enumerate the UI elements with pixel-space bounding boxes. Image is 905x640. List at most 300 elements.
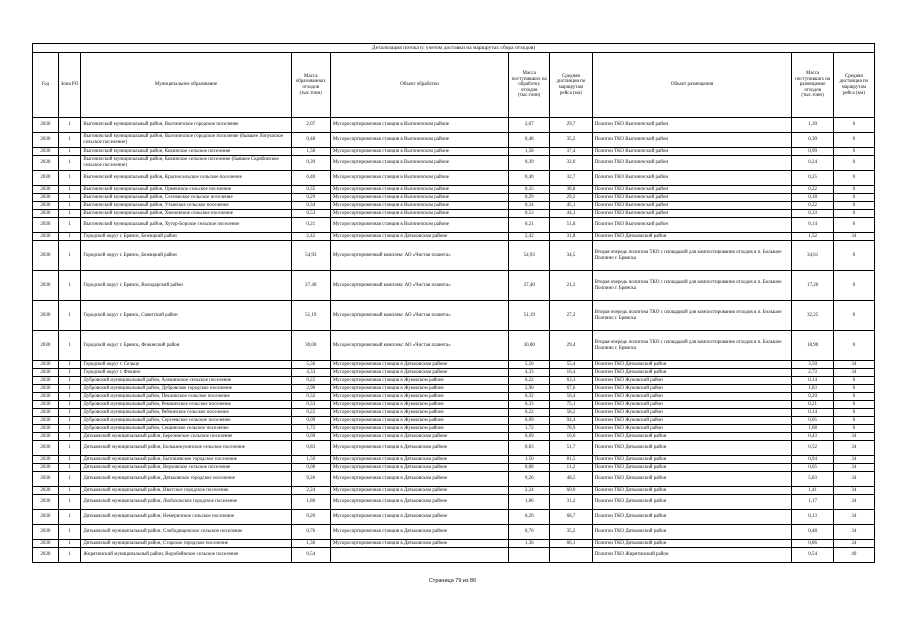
cell-year: 2030 [33, 271, 59, 301]
cell-mass-generated: 4,33 [291, 369, 330, 377]
table-title: Детализация потока (с учетом доставки на маршрутах сбора отходов) [32, 43, 875, 52]
cell-mass-generated: 0,22 [291, 377, 330, 385]
cell-year: 2030 [33, 377, 59, 385]
cell-mass-to-placement: 0,05 [792, 417, 833, 425]
cell-placement-object: Полигон ТКО Жуковский район [592, 401, 792, 409]
header-mass-to-placement: Масса поступивших на размещение отходов (тыс.тонн) [792, 53, 833, 118]
header-year: Год [33, 53, 59, 118]
cell-processing-object: Мусоросортировочная станция в Дятьковском районе [330, 369, 508, 377]
cell-avg-distance-placement: 0 [833, 186, 874, 194]
cell-processing-object: Мусоросортировочная станция в Выгоничском районе [330, 156, 508, 171]
cell-mass-generated: 1,72 [291, 425, 330, 433]
cell-mass-to-placement: 1,17 [792, 495, 833, 510]
cell-mass-to-processing: 0,22 [509, 377, 550, 385]
table-row [33, 133, 875, 148]
cell-zone: 1 [58, 393, 81, 401]
cell-mass-to-placement: 0,21 [792, 401, 833, 409]
cell-placement-object: Полигон ТКО Выгоничский район [592, 194, 792, 202]
cell-zone: 1 [58, 194, 81, 202]
cell-avg-distance-placement: 0 [833, 202, 874, 210]
cell-mass-generated: 5,56 [291, 361, 330, 369]
cell-placement-object: Полигон ТКО Дятьковский район [592, 540, 792, 548]
cell-mass-to-processing: 1,86 [509, 495, 550, 510]
cell-avg-distance-placement: 34 [833, 441, 874, 456]
cell-avg-distance-placement: 49 [833, 548, 874, 563]
cell-municipality: Дятьковский муниципальный район, Старское городское поселение [81, 540, 291, 548]
header-placement-object: Объект размещения [592, 53, 792, 118]
table-body [33, 118, 875, 563]
cell-zone: 1 [58, 148, 81, 156]
cell-year: 2030 [33, 369, 59, 377]
cell-zone: 1 [58, 156, 81, 171]
cell-avg-distance-placement: 34 [833, 472, 874, 487]
table-row [33, 525, 875, 540]
header-processing-object: Объект обработки [330, 53, 508, 118]
table-row [33, 202, 875, 210]
table-row [33, 301, 875, 331]
cell-municipality: Выгоничский муниципальный район, Красносельское сельское поселение [81, 171, 291, 186]
table-row [33, 361, 875, 369]
cell-avg-distance-placement: 0 [833, 241, 874, 271]
cell-municipality: Дубровский муниципальный район, Дубровское городское поселение [81, 385, 291, 393]
cell-placement-object: Полигон ТКО Жуковский район [592, 385, 792, 393]
cell-processing-object: Мусоросортировочная станция в Дятьковском районе [330, 456, 508, 464]
cell-avg-distance-processing: 45,1 [550, 202, 592, 210]
cell-mass-to-placement: 0,43 [792, 433, 833, 441]
cell-mass-to-placement: 0,05 [792, 464, 833, 472]
cell-mass-to-processing: 9,26 [509, 472, 550, 487]
cell-mass-to-placement: 0,14 [792, 409, 833, 417]
cell-mass-to-processing: 30,00 [509, 331, 550, 361]
cell-year: 2030 [33, 233, 59, 241]
cell-mass-generated: 0,39 [291, 156, 330, 171]
cell-zone: 1 [58, 472, 81, 487]
table-row [33, 472, 875, 487]
cell-mass-to-processing: 0,83 [509, 441, 550, 456]
cell-municipality: Дубровский муниципальный район, Рековичское сельское поселение [81, 401, 291, 409]
cell-avg-distance-placement: 0 [833, 156, 874, 171]
cell-processing-object: Мусоросортировочная станция в Жуковском районе [330, 409, 508, 417]
cell-zone: 1 [58, 495, 81, 510]
cell-year: 2030 [33, 210, 59, 218]
cell-mass-to-placement: 0,86 [792, 540, 833, 548]
cell-avg-distance-processing [550, 548, 592, 563]
table-row [33, 194, 875, 202]
cell-municipality: Дубровский муниципальный район, Пеклинское сельское поселение [81, 393, 291, 401]
table-row [33, 393, 875, 401]
cell-mass-to-processing: 1,58 [509, 148, 550, 156]
cell-processing-object: Мусоросортировочная станция в Дятьковском районе [330, 433, 508, 441]
cell-placement-object: Полигон ТКО Дятьковский район [592, 369, 792, 377]
cell-mass-to-placement: 17,26 [792, 271, 833, 301]
cell-municipality: Городской округ г. Брянск, Володарский район [81, 271, 291, 301]
cell-mass-to-processing: 0,08 [509, 464, 550, 472]
cell-mass-to-placement: 1,52 [792, 233, 833, 241]
cell-municipality: Дубровский муниципальный район, Алешинское сельское поселение [81, 377, 291, 385]
cell-mass-generated: 0,48 [291, 133, 330, 148]
cell-placement-object: Полигон ТКО Жуковский район [592, 417, 792, 425]
cell-zone: 1 [58, 525, 81, 540]
cell-municipality: Выгоничский муниципальный район, Кокинское сельское поселение [81, 148, 291, 156]
cell-zone: 1 [58, 210, 81, 218]
cell-municipality: Дятьковский муниципальный район, Дятьковское городское поселение [81, 472, 291, 487]
cell-mass-generated: 1,86 [291, 495, 330, 510]
header-zone: Зона РО [58, 53, 81, 118]
cell-zone: 1 [58, 186, 81, 194]
cell-placement-object: Вторая очередь полигона ТКО с площадкой для компостирования отходов в п. Большое Полпино г. Брянска [592, 271, 792, 301]
cell-avg-distance-processing: 27,2 [550, 301, 592, 331]
table-row [33, 331, 875, 361]
cell-avg-distance-processing: 31,8 [550, 233, 592, 241]
cell-year: 2030 [33, 441, 59, 456]
cell-zone: 1 [58, 425, 81, 433]
cell-placement-object: Полигон ТКО Выгоничский район [592, 218, 792, 233]
table-row [33, 510, 875, 525]
cell-avg-distance-placement: 0 [833, 148, 874, 156]
cell-municipality: Городской округ г. Брянск, Фокинский район [81, 331, 291, 361]
cell-placement-object: Полигон ТКО Дятьковский район [592, 487, 792, 495]
table-row [33, 441, 875, 456]
cell-avg-distance-processing: 16,6 [550, 433, 592, 441]
cell-mass-to-placement: 0,99 [792, 148, 833, 156]
cell-avg-distance-processing: 35,2 [550, 133, 592, 148]
cell-zone: 1 [58, 487, 81, 495]
cell-year: 2030 [33, 433, 59, 441]
cell-placement-object: Полигон ТКО Выгоничский район [592, 171, 792, 186]
table-row [33, 495, 875, 510]
cell-mass-to-placement: 0,52 [792, 441, 833, 456]
cell-year: 2030 [33, 510, 59, 525]
cell-mass-generated: 1,36 [291, 540, 330, 548]
cell-municipality: Дубровский муниципальный район, Рябчинское сельское поселение [81, 409, 291, 417]
cell-avg-distance-processing: 29,7 [550, 118, 592, 133]
cell-municipality: Выгоничский муниципальный район, Хмелевское сельское поселение [81, 210, 291, 218]
cell-avg-distance-processing: 48,5 [550, 472, 592, 487]
table-row [33, 456, 875, 464]
table-row [33, 156, 875, 171]
cell-placement-object: Вторая очередь полигона ТКО с площадкой для компостирования отходов в п. Большое Полпино г. Брянска [592, 301, 792, 331]
table-row [33, 241, 875, 271]
cell-avg-distance-placement: 34 [833, 456, 874, 464]
table-row [33, 148, 875, 156]
cell-municipality: Дубровский муниципальный район, Сещинское сельское поселение [81, 425, 291, 433]
cell-avg-distance-processing: 29,4 [550, 331, 592, 361]
cell-mass-generated: 54,93 [291, 241, 330, 271]
cell-mass-to-processing: 0,21 [509, 218, 550, 233]
cell-avg-distance-processing: 81,5 [550, 456, 592, 464]
cell-placement-object: Вторая очередь полигона ТКО с площадкой для компостирования отходов в п. Большое Полпино г. Брянска [592, 241, 792, 271]
cell-avg-distance-processing: 94,4 [550, 417, 592, 425]
cell-mass-generated: 51,19 [291, 301, 330, 331]
cell-zone: 1 [58, 241, 81, 271]
cell-municipality: Городской округ г. Фокино [81, 369, 291, 377]
cell-placement-object: Полигон ТКО Дятьковский район [592, 495, 792, 510]
cell-zone: 1 [58, 464, 81, 472]
cell-mass-to-placement: 0,30 [792, 133, 833, 148]
cell-mass-to-processing: 0,39 [509, 156, 550, 171]
cell-mass-generated: 0,69 [291, 433, 330, 441]
cell-processing-object: Мусоросортировочная станция в Дятьковском районе [330, 525, 508, 540]
cell-avg-distance-placement: 34 [833, 510, 874, 525]
cell-year: 2030 [33, 156, 59, 171]
cell-processing-object: Мусоросортировочная станция в Выгоничском районе [330, 210, 508, 218]
cell-mass-to-processing: 0,35 [509, 186, 550, 194]
cell-processing-object: Мусоросортировочная станция в Жуковском районе [330, 401, 508, 409]
table-row [33, 369, 875, 377]
cell-mass-to-processing: 0,76 [509, 525, 550, 540]
cell-placement-object: Полигон ТКО Жуковский район [592, 425, 792, 433]
cell-avg-distance-placement: 0 [833, 425, 874, 433]
cell-year: 2030 [33, 393, 59, 401]
cell-municipality: Дятьковский муниципальный район, Березинское сельское поселение [81, 433, 291, 441]
cell-zone: 1 [58, 271, 81, 301]
cell-zone: 1 [58, 417, 81, 425]
cell-mass-generated: 0,21 [291, 218, 330, 233]
cell-placement-object: Полигон ТКО Дятьковский район [592, 456, 792, 464]
cell-mass-to-placement: 1,41 [792, 487, 833, 495]
cell-year: 2030 [33, 464, 59, 472]
cell-mass-to-placement: 0,94 [792, 456, 833, 464]
table-row [33, 218, 875, 233]
cell-mass-generated: 27,40 [291, 271, 330, 301]
table-row [33, 433, 875, 441]
cell-avg-distance-processing: 32,0 [550, 156, 592, 171]
cell-placement-object: Вторая очередь полигона ТКО с площадкой для компостирования отходов в п. Большое Полпино г. Брянска [592, 331, 792, 361]
cell-processing-object: Мусоросортировочная станция в Выгоничском районе [330, 171, 508, 186]
cell-placement-object: Полигон ТКО Дятьковский район [592, 510, 792, 525]
cell-avg-distance-processing: 58,2 [550, 409, 592, 417]
cell-processing-object: Мусоросортировочная станция в Жуковском районе [330, 393, 508, 401]
cell-zone: 1 [58, 540, 81, 548]
cell-year: 2030 [33, 361, 59, 369]
cell-year: 2030 [33, 409, 59, 417]
cell-placement-object: Полигон ТКО Дятьковский район [592, 525, 792, 540]
cell-avg-distance-processing: 16,4 [550, 369, 592, 377]
cell-processing-object: Мусоросортировочная станция в Выгоничском районе [330, 186, 508, 194]
cell-avg-distance-placement: 34 [833, 464, 874, 472]
cell-avg-distance-processing: 34,5 [550, 241, 592, 271]
cell-processing-object: Мусоросортировочный комплекс АО «Чистая планета» [330, 271, 508, 301]
cell-mass-generated: 0,09 [291, 417, 330, 425]
table-row [33, 417, 875, 425]
cell-mass-to-processing: 0,34 [509, 202, 550, 210]
cell-year: 2030 [33, 218, 59, 233]
cell-mass-generated: 1,50 [291, 456, 330, 464]
cell-year: 2030 [33, 148, 59, 156]
table-row [33, 548, 875, 563]
cell-avg-distance-processing: 35,2 [550, 525, 592, 540]
cell-zone: 1 [58, 369, 81, 377]
cell-mass-to-placement: 0,25 [792, 171, 833, 186]
cell-mass-to-processing: 27,40 [509, 271, 550, 301]
cell-avg-distance-processing: 51,8 [550, 218, 592, 233]
cell-mass-to-processing: 51,19 [509, 301, 550, 331]
cell-avg-distance-placement: 34 [833, 361, 874, 369]
cell-processing-object: Мусоросортировочный комплекс АО «Чистая планета» [330, 301, 508, 331]
cell-municipality: Выгоничский муниципальный район, Сосновское сельское поселение [81, 194, 291, 202]
cell-year: 2030 [33, 133, 59, 148]
cell-mass-generated: 0,53 [291, 210, 330, 218]
table-row [33, 409, 875, 417]
cell-zone: 1 [58, 202, 81, 210]
table-row [33, 271, 875, 301]
cell-mass-to-placement: 18,90 [792, 331, 833, 361]
cell-mass-to-processing: 1,72 [509, 425, 550, 433]
cell-avg-distance-placement: 0 [833, 118, 874, 133]
cell-avg-distance-placement: 34 [833, 540, 874, 548]
cell-mass-generated: 0,34 [291, 202, 330, 210]
cell-avg-distance-placement: 0 [833, 133, 874, 148]
cell-processing-object: Мусоросортировочная станция в Дятьковском районе [330, 487, 508, 495]
cell-avg-distance-processing: 44,3 [550, 210, 592, 218]
cell-processing-object: Мусоросортировочная станция в Жуковском районе [330, 425, 508, 433]
cell-mass-generated: 1,58 [291, 148, 330, 156]
cell-avg-distance-placement: 0 [833, 409, 874, 417]
cell-placement-object: Полигон ТКО Дятьковский район [592, 361, 792, 369]
cell-year: 2030 [33, 186, 59, 194]
cell-zone: 1 [58, 301, 81, 331]
cell-mass-generated: 0,40 [291, 171, 330, 186]
cell-avg-distance-placement: 0 [833, 194, 874, 202]
cell-processing-object: Мусоросортировочная станция в Дятьковском районе [330, 441, 508, 456]
cell-municipality: Дятьковский муниципальный район, Ивотское городское поселение [81, 487, 291, 495]
cell-avg-distance-processing: 29,2 [550, 194, 592, 202]
cell-mass-generated: 0,22 [291, 409, 330, 417]
cell-avg-distance-processing: 67,6 [550, 385, 592, 393]
cell-avg-distance-processing: 68,7 [550, 510, 592, 525]
cell-mass-to-placement: 5,83 [792, 472, 833, 487]
cell-placement-object: Полигон ТКО Выгоничский район [592, 186, 792, 194]
cell-municipality: Выгоничский муниципальный район, Орменское сельское поселение [81, 186, 291, 194]
cell-mass-to-placement: 34,61 [792, 241, 833, 271]
cell-processing-object: Мусоросортировочная станция в Выгоничском районе [330, 118, 508, 133]
cell-processing-object: Мусоросортировочная станция в Дятьковском районе [330, 233, 508, 241]
table-row [33, 385, 875, 393]
cell-year: 2030 [33, 548, 59, 563]
cell-mass-generated: 2,42 [291, 233, 330, 241]
cell-mass-to-processing: 1,36 [509, 540, 550, 548]
cell-year: 2030 [33, 417, 59, 425]
cell-processing-object: Мусоросортировочный комплекс АО «Чистая планета» [330, 331, 508, 361]
table-row [33, 377, 875, 385]
cell-municipality: Дубровский муниципальный район, Сергеевское сельское поселение [81, 417, 291, 425]
cell-avg-distance-processing: 75,1 [550, 401, 592, 409]
cell-placement-object: Полигон ТКО Жуковский район [592, 409, 792, 417]
cell-municipality: Городской округ г. Брянск, Бежицкий район [81, 233, 291, 241]
cell-zone: 1 [58, 401, 81, 409]
cell-placement-object: Полигон ТКО Выгоничский район [592, 148, 792, 156]
cell-avg-distance-processing: 37,4 [550, 148, 592, 156]
cell-municipality: Выгоничский муниципальный район, Выгоничское городское поселение (бывшее Лопушское сельское поселение) [81, 133, 291, 148]
cell-zone: 1 [58, 548, 81, 563]
table-header-row [33, 53, 875, 118]
cell-processing-object: Мусоросортировочная станция в Жуковском районе [330, 417, 508, 425]
cell-avg-distance-placement: 0 [833, 210, 874, 218]
cell-avg-distance-processing: 55,4 [550, 361, 592, 369]
cell-mass-to-processing: 0,53 [509, 210, 550, 218]
cell-mass-to-placement: 0,22 [792, 186, 833, 194]
table-row [33, 464, 875, 472]
cell-processing-object: Мусоросортировочная станция в Выгоничском районе [330, 133, 508, 148]
cell-year: 2030 [33, 456, 59, 464]
cell-processing-object: Мусоросортировочная станция в Дятьковском районе [330, 495, 508, 510]
page-number: Страница 79 из 86 [428, 578, 477, 584]
cell-processing-object: Мусоросортировочная станция в Дятьковском районе [330, 510, 508, 525]
cell-processing-object: Мусоросортировочная станция в Выгоничском районе [330, 194, 508, 202]
cell-municipality: Городской округ г. Брянск, Бежицкий район [81, 241, 291, 271]
cell-year: 2030 [33, 118, 59, 133]
cell-placement-object: Полигон ТКО Дятьковский район [592, 233, 792, 241]
cell-avg-distance-placement: 0 [833, 171, 874, 186]
cell-placement-object: Полигон ТКО Жирятинский район [592, 548, 792, 563]
cell-mass-to-placement: 0,24 [792, 156, 833, 171]
cell-municipality: Дятьковский муниципальный район, Любохонское городское поселение [81, 495, 291, 510]
cell-avg-distance-processing: 11,2 [550, 464, 592, 472]
cell-mass-to-processing: 2,90 [509, 385, 550, 393]
cell-avg-distance-placement: 34 [833, 495, 874, 510]
cell-mass-generated: 0,54 [291, 548, 330, 563]
header-mass-generated: Масса образованных отходов (тыс.тонн) [291, 53, 330, 118]
cell-mass-to-placement: 0,14 [792, 377, 833, 385]
cell-mass-to-placement: 1,30 [792, 118, 833, 133]
table-row [33, 487, 875, 495]
cell-mass-to-placement: 0,54 [792, 548, 833, 563]
table-row [33, 540, 875, 548]
cell-year: 2030 [33, 425, 59, 433]
cell-year: 2030 [33, 487, 59, 495]
cell-avg-distance-placement: 0 [833, 377, 874, 385]
cell-zone: 1 [58, 171, 81, 186]
cell-mass-to-placement: 1,83 [792, 385, 833, 393]
cell-processing-object: Мусоросортировочная станция в Дятьковском районе [330, 540, 508, 548]
cell-mass-to-processing: 2,24 [509, 487, 550, 495]
cell-mass-to-placement: 32,25 [792, 301, 833, 331]
cell-zone: 1 [58, 361, 81, 369]
table-row [33, 171, 875, 186]
cell-processing-object [330, 548, 508, 563]
cell-zone: 1 [58, 441, 81, 456]
cell-zone: 1 [58, 510, 81, 525]
cell-processing-object: Мусоросортировочная станция в Выгоничском районе [330, 202, 508, 210]
document-page [32, 43, 875, 563]
cell-mass-generated: 0,76 [291, 525, 330, 540]
cell-mass-generated: 2,07 [291, 118, 330, 133]
cell-mass-to-placement: 0,13 [792, 510, 833, 525]
cell-avg-distance-processing: 51,7 [550, 441, 592, 456]
cell-municipality: Жирятинский муниципальный район, Воробейнское сельское поселение [81, 548, 291, 563]
cell-municipality: Выгоничский муниципальный район, Утынское сельское поселение [81, 202, 291, 210]
cell-processing-object: Мусоросортировочная станция в Дятьковском районе [330, 361, 508, 369]
cell-avg-distance-placement: 34 [833, 369, 874, 377]
cell-year: 2030 [33, 401, 59, 409]
cell-avg-distance-placement: 0 [833, 417, 874, 425]
cell-year: 2030 [33, 202, 59, 210]
cell-placement-object: Полигон ТКО Жуковский район [592, 393, 792, 401]
cell-year: 2030 [33, 495, 59, 510]
cell-mass-to-placement: 0,14 [792, 218, 833, 233]
cell-year: 2030 [33, 472, 59, 487]
cell-mass-to-placement: 0,33 [792, 210, 833, 218]
table-row [33, 210, 875, 218]
cell-mass-to-processing: 2,07 [509, 118, 550, 133]
cell-mass-to-processing [509, 548, 550, 563]
cell-mass-generated: 0,35 [291, 186, 330, 194]
cell-avg-distance-placement: 0 [833, 301, 874, 331]
cell-mass-to-placement: 0,48 [792, 525, 833, 540]
cell-processing-object: Мусоросортировочная станция в Жуковском районе [330, 377, 508, 385]
cell-zone: 1 [58, 456, 81, 464]
cell-placement-object: Полигон ТКО Выгоничский район [592, 202, 792, 210]
